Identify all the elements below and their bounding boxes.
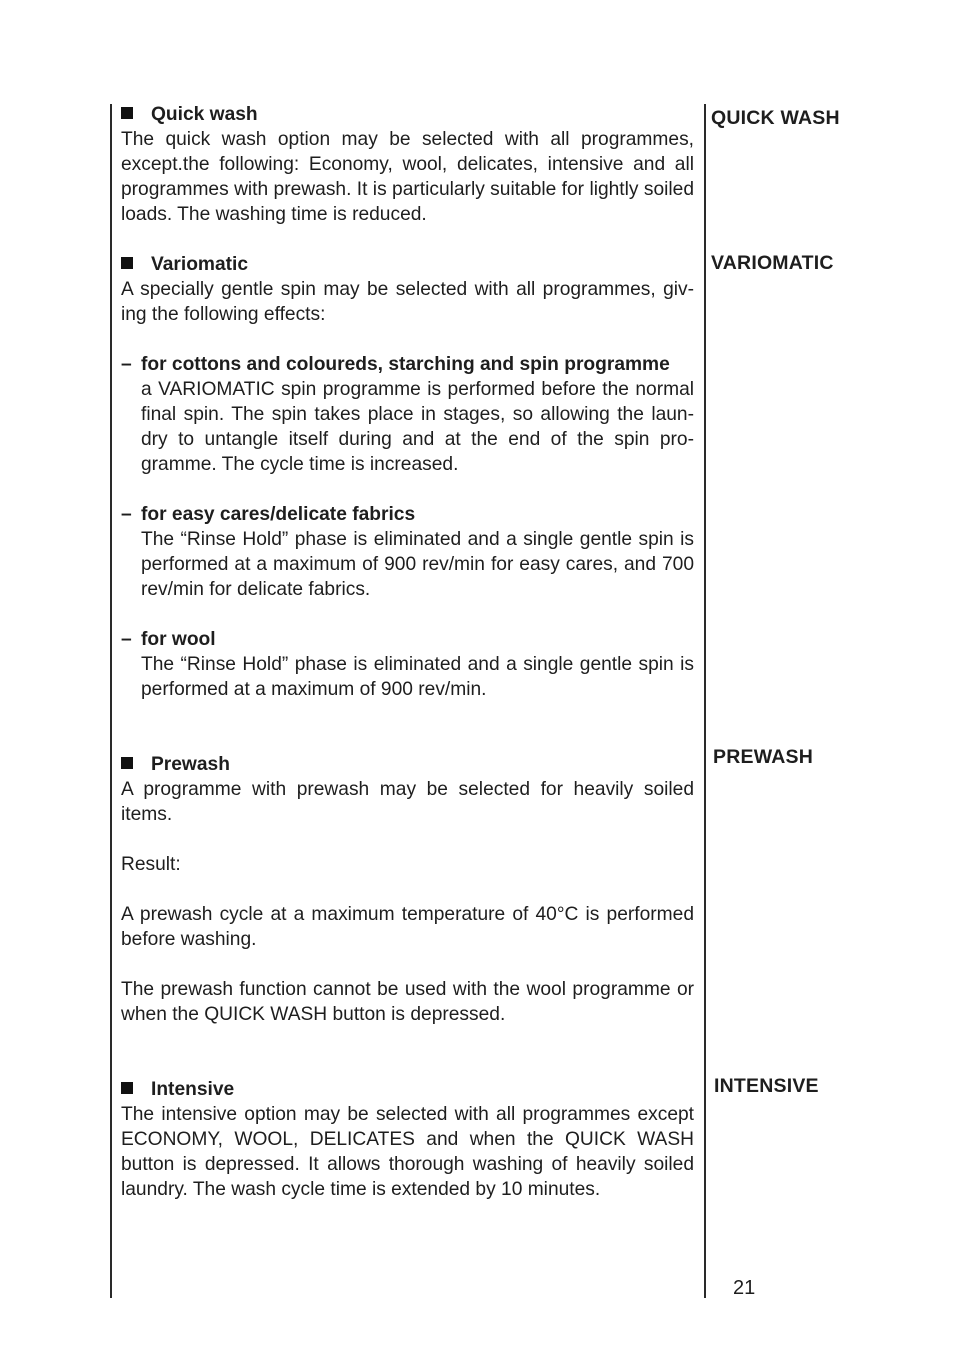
section-intensive bbox=[121, 1077, 694, 1202]
heading-text: Intensive bbox=[151, 1079, 235, 1100]
section-quick-wash bbox=[121, 102, 694, 227]
heading-text: Variomatic bbox=[151, 254, 249, 275]
section-heading bbox=[121, 752, 694, 777]
section-paragraph: The quick wash option may be selected with all programmes, except.the following: Economy, wool, delicates, intensive and all programmes with prewash. It is particularly suitable for lightly soiled loads. The washing time is reduced. bbox=[121, 129, 694, 225]
section-heading bbox=[121, 252, 694, 277]
section-paragraph: A specially gentle spin may be selected with all programmes, giv-ing the following effects: bbox=[121, 279, 694, 325]
sub-heading-text: for wool bbox=[141, 629, 216, 650]
section-variomatic bbox=[121, 252, 694, 702]
sub-paragraph: The “Rinse Hold” phase is eliminated and a single gentle spin is performed at a maximum of 900 rev/min. bbox=[141, 654, 694, 700]
heading-text: Prewash bbox=[151, 754, 230, 775]
square-bullet-icon bbox=[121, 1082, 133, 1094]
result-paragraph: A prewash cycle at a maximum temperature of 40°C is performed before washing. bbox=[121, 904, 694, 950]
sidebar-label-quick-wash: QUICK WASH bbox=[711, 107, 840, 129]
sub-heading-text: for cottons and coloureds, starching and spin programme bbox=[141, 354, 670, 375]
square-bullet-icon bbox=[121, 107, 133, 119]
sidebar-label-prewash: PREWASH bbox=[713, 746, 813, 768]
sub-paragraph: The “Rinse Hold” phase is eliminated and a single gentle spin is performed at a maximum of 900 rev/min for easy cares, and 700 rev/min for delicate fabrics. bbox=[141, 529, 694, 600]
variomatic-sub-cottons bbox=[121, 352, 694, 477]
sub-heading: – for wool bbox=[121, 629, 216, 650]
sidebar-label-intensive: INTENSIVE bbox=[714, 1075, 819, 1097]
section-prewash bbox=[121, 752, 694, 1027]
variomatic-sub-wool bbox=[121, 627, 694, 702]
section-heading bbox=[121, 102, 694, 127]
page-number: 21 bbox=[733, 1277, 756, 1299]
square-bullet-icon bbox=[121, 757, 133, 769]
note-paragraph: The prewash function cannot be used with the wool programme or when the QUICK WASH button is depressed. bbox=[121, 979, 694, 1025]
section-paragraph: A programme with prewash may be selected for heavily soiled items. bbox=[121, 779, 694, 825]
section-heading bbox=[121, 1077, 694, 1102]
column-divider-rule bbox=[704, 104, 706, 1298]
sub-heading-text: for easy cares/delicate fabrics bbox=[141, 504, 416, 525]
result-label: Result: bbox=[121, 854, 181, 875]
main-column bbox=[121, 102, 694, 1202]
left-margin-rule bbox=[110, 104, 112, 1298]
section-paragraph: The intensive option may be selected with all programmes except ECONOMY, WOOL, DELICATES and when the QUICK WASH button is depressed. It allows thorough washing of heavily soiled laundry. The wash cycle time is extended by 10 minutes. bbox=[121, 1104, 694, 1200]
sidebar-label-variomatic: VARIOMATIC bbox=[711, 252, 834, 274]
heading-text: Quick wash bbox=[151, 104, 258, 125]
sub-paragraph: a VARIOMATIC spin programme is performed before the normal final spin. The spin takes place in stages, so allowing the laun-dry to untangle itself during and at the end of the spin pro-gramme. The cycle time is increased. bbox=[141, 379, 694, 475]
sub-heading: – for cottons and coloureds, starching and spin programme bbox=[121, 354, 670, 375]
square-bullet-icon bbox=[121, 257, 133, 269]
variomatic-sub-easy-cares bbox=[121, 502, 694, 602]
sub-heading: – for easy cares/delicate fabrics bbox=[121, 504, 416, 525]
